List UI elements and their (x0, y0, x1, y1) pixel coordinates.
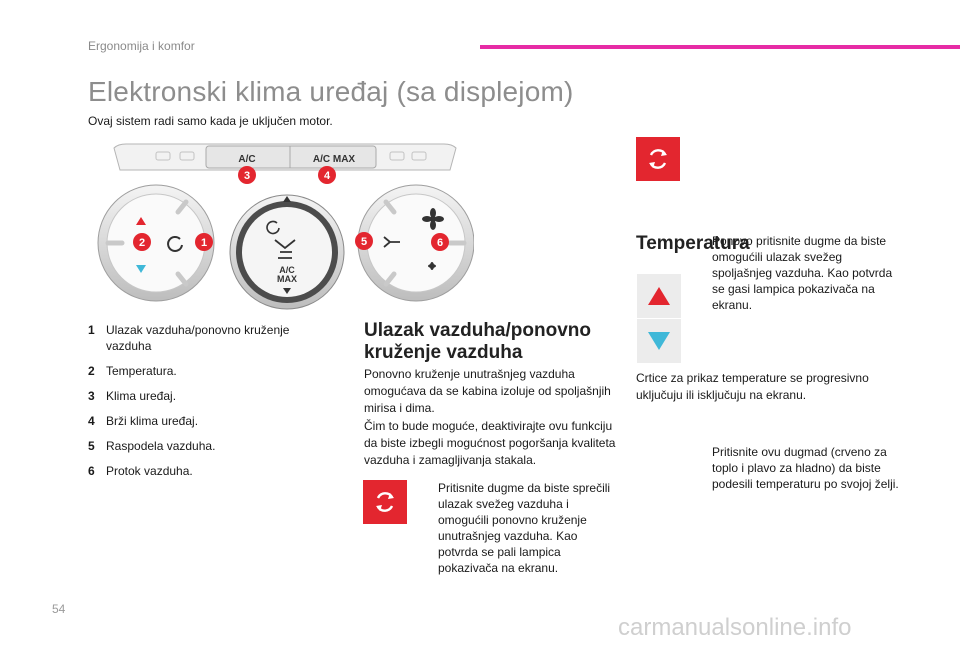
section-title: Ergonomija i komfor (88, 39, 195, 53)
svg-text:A/C: A/C (279, 265, 295, 275)
air-intake-paragraph-2: Čim to bude moguće, deaktivirajte ovu funkciju da biste izbegli mogućnost pogoršanja kvaliteta vazduha i zamagljivanja stakala. (364, 419, 616, 467)
callout-2: 2 (138, 237, 146, 249)
ac-button-label: A/C (238, 154, 256, 165)
climate-control-panel (94, 140, 474, 312)
legend-item: 6 Protok vazduha. (88, 464, 193, 478)
temperature-note: Crtice za prikaz temperature se progresivno uključuju ili isključuju na ekranu. (636, 371, 869, 402)
temperature-instruction: Pritisnite ovu dugmad (crveno za toplo i plavo za hladno) da biste podesili temperaturu po svojoj želji. (712, 445, 899, 491)
page-title: Elektronski klima uređaj (sa displejom) (88, 76, 574, 107)
distribution-dial (230, 195, 344, 309)
legend-item: 1 Ulazak vazduha/ponovno kruženje vazduha (88, 323, 290, 353)
watermark: carmanualsonline.info (618, 614, 852, 641)
legend-item: 5 Raspodela vazduha. (88, 439, 216, 453)
ac-max-button-label: A/C MAX (312, 154, 356, 165)
temperature-heading: Temperatura (636, 233, 750, 254)
callout-1: 1 (200, 237, 208, 249)
svg-text:MAX: MAX (277, 274, 297, 284)
callout-5: 5 (360, 236, 368, 248)
air-intake-heading: Ulazak vazduha/ponovno kruženje vazduha (364, 320, 591, 363)
panel-legend (88, 322, 313, 488)
temperature-up-icon (637, 274, 681, 318)
airflow-dial (358, 185, 474, 301)
recirculation-on-instruction: Pritisnite dugme da biste sprečili ulazak svežeg vazduha i omogućili ponovno kruženje unutrašnjeg vazduha. Kao potvrda se pali lampica pokazivača na ekranu. (438, 481, 611, 575)
section-accent-bar (480, 45, 960, 49)
air-intake-paragraph-1: Ponovno kruženje unutrašnjeg vazduha omogućava da se kabina izoluje od spoljašnjih mirisa i dima. (364, 367, 611, 415)
callout-3: 3 (243, 170, 251, 182)
temperature-down-icon (637, 319, 681, 363)
legend-item: 2 Temperatura. (88, 364, 177, 378)
top-button-strip (114, 144, 456, 170)
legend-item: 3 Klima uređaj. (88, 389, 177, 403)
recirculation-off-button-icon (636, 137, 680, 181)
callout-4: 4 (323, 170, 331, 182)
page-number: 54 (52, 602, 66, 616)
legend-item: 4 Brži klima uređaj. (88, 414, 199, 428)
callout-6: 6 (436, 237, 444, 249)
intro-text: Ovaj sistem radi samo kada je uključen motor. (88, 114, 333, 128)
recirculation-button-icon (363, 480, 407, 524)
recirculation-off-instruction: Ponovo pritisnite dugme da biste omogućili ulazak svežeg spoljašnjeg vazduha. Kao potvrda se gasi lampica pokazivača na ekranu. (712, 234, 893, 312)
